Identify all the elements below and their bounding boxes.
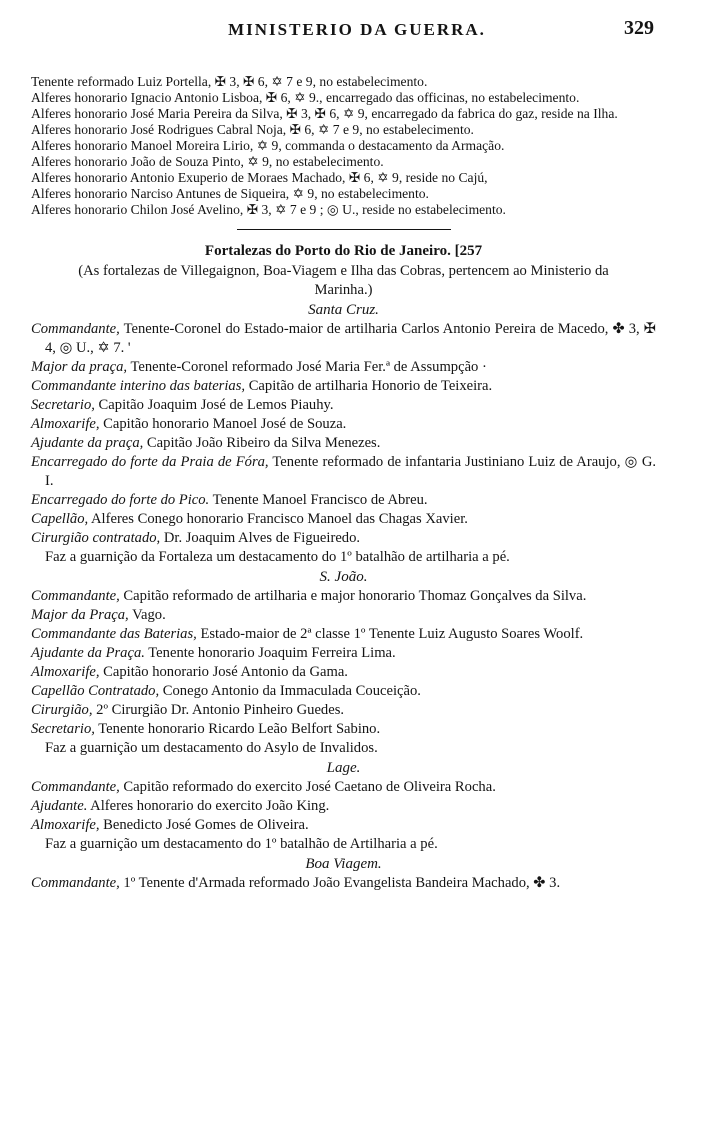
entry-text: Benedicto José Gomes de Oliveira.	[99, 817, 309, 833]
entry-text: Tenente-Coronel reformado José Maria Fer.ª de Assumpção ·	[127, 359, 487, 375]
role-label: Commandante,	[31, 321, 120, 337]
section-divider	[237, 229, 451, 230]
santa-cruz-entries	[31, 320, 656, 567]
entry-text: Alferes honorario do exercito João King.	[87, 798, 330, 814]
list-item: Alferes honorario Manoel Moreira Lirio, ✡ 9, commanda o destacamento da Armação.	[31, 138, 505, 153]
garrison-note: Faz a guarnição um destacamento do Asylo de Invalidos.	[45, 740, 378, 756]
list-item	[31, 625, 656, 644]
role-label: Cirurgião contratado,	[31, 530, 161, 546]
entry-text: Tenente reformado de infantaria Justiniano Luiz de Araujo, ◎ G. I.	[45, 454, 657, 489]
garrison-note: Faz a guarnição da Fortaleza um destacamento do 1º batalhão de artilharia a pé.	[45, 549, 510, 565]
role-label: Major da Praça,	[31, 607, 129, 623]
role-label: Ajudante.	[31, 798, 88, 814]
entry-text: Capitão honorario José Antonio da Gama.	[99, 664, 348, 680]
role-label: Ajudante da Praça.	[31, 645, 145, 661]
role-label: Almoxarife,	[31, 664, 100, 680]
entry-text: Capitão honorario Manoel José de Souza.	[99, 416, 347, 432]
sao-joao-entries	[31, 587, 656, 758]
list-item	[31, 510, 656, 529]
list-item: Tenente reformado Luiz Portella, ✠ 3, ✠ 6, ✡ 7 e 9, no estabelecimento.	[31, 74, 428, 89]
subheading-sao-joao: S. João.	[319, 569, 368, 585]
entry-text: Capitão de artilharia Honorio de Teixeira.	[245, 378, 493, 394]
role-label: Cirurgião,	[31, 702, 93, 718]
page-header	[0, 8, 714, 48]
list-item	[31, 415, 656, 434]
role-label: Commandante das Baterias,	[31, 626, 197, 642]
role-label: Encarregado do forte do Pico.	[31, 492, 210, 508]
role-label: Secretario,	[31, 397, 95, 413]
list-item	[31, 320, 656, 358]
entry-text: Conego Antonio da Immaculada Couceição.	[159, 683, 421, 699]
role-label: Ajudante da praça,	[31, 435, 144, 451]
role-label: Almoxarife,	[31, 416, 100, 432]
role-label: Major da praça,	[31, 359, 128, 375]
list-item: Alferes honorario Ignacio Antonio Lisboa, ✠ 6, ✡ 9., encarregado das officinas, no estabelecimento.	[31, 90, 580, 105]
list-item	[31, 816, 656, 835]
list-item	[31, 396, 656, 415]
list-item	[31, 377, 656, 396]
entry-text: Tenente honorario Ricardo Leão Belfort Sabino.	[94, 721, 381, 737]
page-body	[31, 74, 656, 893]
role-label: Encarregado do forte da Praia de Fóra,	[31, 454, 269, 470]
list-item	[31, 491, 656, 510]
list-item	[31, 797, 656, 816]
list-item	[31, 453, 656, 491]
entry-text: Alferes Conego honorario Francisco Manoel das Chagas Xavier.	[88, 511, 468, 527]
list-item: Alferes honorario José Rodrigues Cabral Noja, ✠ 6, ✡ 7 e 9, no estabelecimento.	[31, 122, 474, 137]
list-item	[31, 358, 656, 377]
section-note: (As fortalezas de Villegaignon, Boa-Viagem e Ilha das Cobras, pertencem ao Ministerio da Marinha.)	[78, 263, 609, 298]
list-item	[31, 529, 656, 548]
entry-text: Tenente honorario Joaquim Ferreira Lima.	[144, 645, 396, 661]
list-item	[31, 778, 656, 797]
lage-entries	[31, 778, 656, 854]
role-label: Capellão,	[31, 511, 89, 527]
garrison-note: Faz a guarnição um destacamento do 1º batalhão de Artilharia a pé.	[45, 836, 438, 852]
list-item	[31, 701, 656, 720]
boa-viagem-entries	[31, 874, 656, 893]
list-item	[31, 587, 656, 606]
entry-text: Tenente Manoel Francisco de Abreu.	[209, 492, 428, 508]
list-item: Alferes honorario João de Souza Pinto, ✡ 9, no estabelecimento.	[31, 154, 384, 169]
list-item	[31, 644, 656, 663]
role-label: Commandante,	[31, 875, 120, 891]
entry-text: Dr. Joaquim Alves de Figueiredo.	[160, 530, 361, 546]
list-item: Alferes honorario Chilon José Avelino, ✠ 3, ✡ 7 e 9 ; ◎ U., reside no estabelecimento.	[31, 202, 506, 217]
list-item	[31, 682, 656, 701]
entry-text: Capitão reformado do exercito José Caetano de Oliveira Rocha.	[119, 779, 496, 795]
role-label: Commandante,	[31, 779, 120, 795]
role-label: Commandante,	[31, 588, 120, 604]
list-item: Alferes honorario Narciso Antunes de Siqueira, ✡ 9, no estabelecimento.	[31, 186, 429, 201]
entry-text: Capitão reformado de artilharia e major honorario Thomaz Gonçalves da Silva.	[119, 588, 587, 604]
role-label: Capellão Contratado,	[31, 683, 160, 699]
role-label: Commandante interino das baterias,	[31, 378, 246, 394]
page-number: 329	[624, 17, 654, 39]
list-item	[31, 434, 656, 453]
list-item	[31, 720, 656, 739]
list-item: Alferes honorario José Maria Pereira da Silva, ✠ 3, ✠ 6, ✡ 9, encarregado da fabrica do gaz, reside na Ilha.	[31, 106, 618, 121]
running-head: MINISTERIO DA GUERRA.	[228, 20, 486, 39]
list-item	[31, 874, 656, 893]
section-title: Fortalezas do Porto do Rio de Janeiro. [257	[204, 243, 483, 259]
entry-text: Capitão Joaquim José de Lemos Piauhy.	[94, 397, 334, 413]
subheading-boa-viagem: Boa Viagem.	[305, 856, 382, 872]
list-item	[31, 663, 656, 682]
list-item	[31, 606, 656, 625]
subheading-lage: Lage.	[326, 760, 361, 776]
personnel-list	[31, 74, 656, 218]
entry-text: 1º Tenente d'Armada reformado João Evangelista Bandeira Machado, ✤ 3.	[119, 875, 561, 891]
entry-text: Capitão João Ribeiro da Silva Menezes.	[143, 435, 381, 451]
entry-text: Vago.	[128, 607, 166, 623]
list-item: Alferes honorario Antonio Exuperio de Moraes Machado, ✠ 6, ✡ 9, reside no Cajú,	[31, 170, 488, 185]
entry-text: Tenente-Coronel do Estado-maior de artilharia Carlos Antonio Pereira de Macedo, ✤ 3, ✠ 4, ◎ U., ✡ 7. '	[45, 321, 656, 356]
role-label: Almoxarife,	[31, 817, 100, 833]
entry-text: Estado-maior de 2ª classe 1º Tenente Luiz Augusto Soares Woolf.	[196, 626, 584, 642]
subheading-santa-cruz: Santa Cruz.	[308, 302, 379, 318]
role-label: Secretario,	[31, 721, 95, 737]
entry-text: 2º Cirurgião Dr. Antonio Pinheiro Guedes.	[92, 702, 345, 718]
